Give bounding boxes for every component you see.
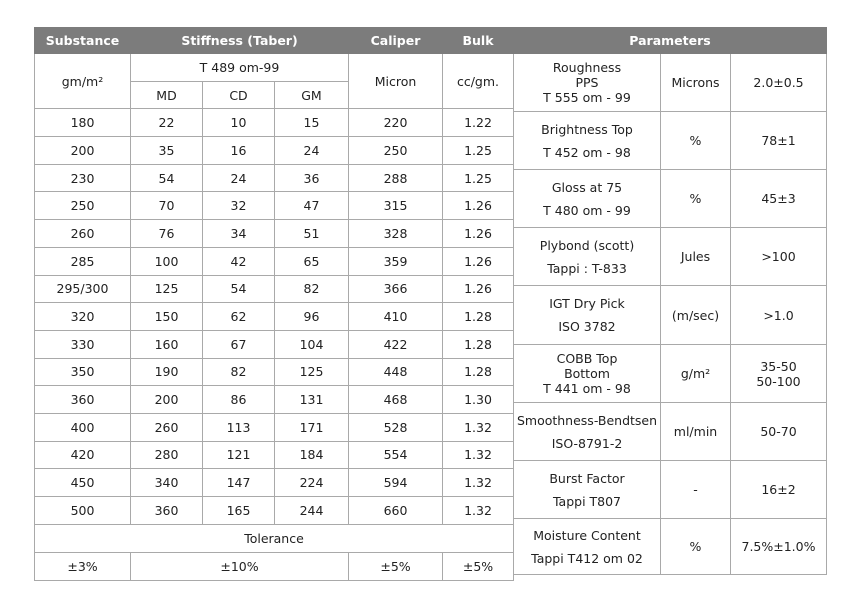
table-cell: 22 — [131, 109, 203, 137]
table-cell: 165 — [203, 497, 275, 525]
table-cell: 320 — [35, 303, 131, 331]
table-row — [35, 413, 514, 441]
parameter-value — [731, 519, 827, 575]
parameter-unit: % — [661, 519, 731, 575]
table-cell: 260 — [131, 413, 203, 441]
parameter-value — [731, 403, 827, 461]
table-cell: 35 — [131, 137, 203, 165]
tolerance-values-row — [35, 552, 514, 580]
parameter-name-line: COBB Top — [556, 351, 618, 366]
parameter-name-line: Plybond (scott) — [539, 237, 635, 253]
parameter-name-line: ISO 3782 — [558, 319, 616, 334]
table-cell: 1.32 — [443, 497, 514, 525]
table-cell: 1.32 — [443, 413, 514, 441]
parameter-unit: g/m² — [661, 345, 731, 403]
table-cell: 244 — [275, 497, 349, 525]
parameter-row — [514, 228, 827, 286]
table-cell: 285 — [35, 247, 131, 275]
table-cell: 16 — [203, 137, 275, 165]
table-cell: 660 — [349, 497, 443, 525]
stiffness-method: T 489 om-99 — [131, 54, 349, 82]
table-cell: 280 — [131, 441, 203, 469]
table-cell: 340 — [131, 469, 203, 497]
spec-sheet — [34, 27, 826, 580]
parameter-name-line: T 441 om - 98 — [543, 381, 631, 396]
header-substance: Substance — [35, 28, 131, 54]
table-cell: 96 — [275, 303, 349, 331]
table-cell: 1.25 — [443, 137, 514, 165]
table-row — [35, 247, 514, 275]
table-cell: 86 — [203, 386, 275, 414]
parameter-value-line: 78±1 — [761, 133, 796, 148]
parameter-value — [731, 112, 827, 170]
table-row — [35, 469, 514, 497]
parameter-name-line: Bottom — [564, 366, 610, 381]
parameter-value-line: 45±3 — [761, 191, 796, 206]
table-cell: 34 — [203, 220, 275, 248]
parameter-name — [514, 345, 661, 403]
parameter-name-line: Tappi T807 — [552, 493, 622, 509]
table-cell: 160 — [131, 330, 203, 358]
table-cell: 448 — [349, 358, 443, 386]
parameter-name-line: T 480 om - 99 — [543, 202, 631, 218]
table-cell: 15 — [275, 109, 349, 137]
table-cell: 359 — [349, 247, 443, 275]
table-cell: 200 — [35, 137, 131, 165]
parameter-name — [514, 461, 661, 519]
table-cell: 131 — [275, 386, 349, 414]
table-cell: 150 — [131, 303, 203, 331]
parameter-row — [514, 345, 827, 403]
table-row — [35, 109, 514, 137]
table-cell: 65 — [275, 247, 349, 275]
tolerance-stiffness: ±10% — [131, 552, 349, 580]
parameter-unit: - — [661, 461, 731, 519]
table-cell: 54 — [131, 164, 203, 192]
table-row — [35, 220, 514, 248]
tolerance-substance: ±3% — [35, 552, 131, 580]
table-cell: 528 — [349, 413, 443, 441]
table-cell: 1.26 — [443, 220, 514, 248]
parameter-value — [731, 170, 827, 228]
table-cell: 125 — [275, 358, 349, 386]
table-row — [35, 275, 514, 303]
table-cell: 121 — [203, 441, 275, 469]
parameter-name-line: IGT Dry Pick — [549, 296, 625, 311]
parameters-table — [513, 27, 827, 575]
parameter-name — [514, 170, 661, 228]
table-cell: 1.26 — [443, 247, 514, 275]
table-cell: 360 — [35, 386, 131, 414]
parameter-value-line: >100 — [761, 249, 796, 264]
table-cell: 125 — [131, 275, 203, 303]
table-cell: 67 — [203, 330, 275, 358]
tolerance-caliper: ±5% — [349, 552, 443, 580]
table-cell: 47 — [275, 192, 349, 220]
parameter-value-line: 50-100 — [756, 373, 801, 389]
parameter-value-line: 50-70 — [760, 424, 797, 439]
table-cell: 1.22 — [443, 109, 514, 137]
table-cell: 500 — [35, 497, 131, 525]
parameter-row — [514, 519, 827, 575]
table-cell: 1.28 — [443, 358, 514, 386]
parameter-unit: Microns — [661, 54, 731, 112]
table-cell: 24 — [203, 164, 275, 192]
parameter-value-line: 16±2 — [761, 482, 796, 497]
table-cell: 24 — [275, 137, 349, 165]
parameter-row — [514, 403, 827, 461]
table-row — [35, 386, 514, 414]
tolerance-label-row — [35, 524, 514, 552]
header-parameters: Parameters — [514, 28, 827, 54]
parameter-value-line: >1.0 — [763, 307, 794, 323]
parameter-row — [514, 54, 827, 112]
table-cell: 200 — [131, 386, 203, 414]
table-row — [35, 358, 514, 386]
parameter-row — [514, 461, 827, 519]
parameter-value-line: 35-50 — [760, 358, 797, 374]
table-cell: 328 — [349, 220, 443, 248]
parameter-value — [731, 54, 827, 112]
parameter-value — [731, 228, 827, 286]
table-cell: 220 — [349, 109, 443, 137]
parameter-unit: ml/min — [661, 403, 731, 461]
parameter-unit: Jules — [661, 228, 731, 286]
table-cell: 113 — [203, 413, 275, 441]
header-caliper: Caliper — [349, 28, 443, 54]
table-cell: 422 — [349, 330, 443, 358]
table-cell: 260 — [35, 220, 131, 248]
table-cell: 42 — [203, 247, 275, 275]
table-row — [35, 303, 514, 331]
parameter-name — [514, 286, 661, 345]
unit-bulk: cc/gm. — [443, 54, 514, 109]
table-row — [35, 164, 514, 192]
table-cell: 1.30 — [443, 386, 514, 414]
parameter-unit: % — [661, 170, 731, 228]
parameter-name — [514, 112, 661, 170]
table-cell: 594 — [349, 469, 443, 497]
table-cell: 250 — [35, 192, 131, 220]
parameter-name-line: Roughness — [552, 60, 622, 75]
table-cell: 190 — [131, 358, 203, 386]
parameter-value — [731, 461, 827, 519]
table-cell: 62 — [203, 303, 275, 331]
header-bulk: Bulk — [443, 28, 514, 54]
unit-substance: gm/m² — [35, 54, 131, 109]
subheader-md: MD — [131, 81, 203, 109]
table-cell: 1.25 — [443, 164, 514, 192]
parameter-name-line: T 555 om - 99 — [543, 90, 631, 105]
unit-caliper: Micron — [349, 54, 443, 109]
parameter-name — [514, 228, 661, 286]
table-cell: 1.28 — [443, 303, 514, 331]
parameter-row — [514, 170, 827, 228]
parameter-value-line: 7.5%±1.0% — [741, 539, 816, 554]
table-cell: 1.32 — [443, 441, 514, 469]
parameter-name-line: Moisture Content — [533, 527, 641, 543]
table-cell: 420 — [35, 441, 131, 469]
table-cell: 76 — [131, 220, 203, 248]
parameter-name-line: PPS — [575, 75, 599, 90]
table-cell: 295/300 — [35, 275, 131, 303]
table-cell: 104 — [275, 330, 349, 358]
parameter-name-line: Gloss at 75 — [551, 179, 623, 195]
table-cell: 450 — [35, 469, 131, 497]
table-cell: 82 — [275, 275, 349, 303]
table-cell: 1.26 — [443, 192, 514, 220]
substance-table — [34, 27, 514, 581]
parameter-row — [514, 286, 827, 345]
table-cell: 400 — [35, 413, 131, 441]
table-cell: 330 — [35, 330, 131, 358]
table-cell: 51 — [275, 220, 349, 248]
parameter-name-line: ISO-8791-2 — [551, 435, 623, 451]
parameter-name — [514, 519, 661, 575]
parameter-name — [514, 54, 661, 112]
table-row — [35, 192, 514, 220]
parameter-name-line: Tappi : T-833 — [547, 260, 627, 276]
parameter-name-line: Smoothness-Bendtsen — [516, 412, 658, 428]
table-cell: 350 — [35, 358, 131, 386]
parameter-name-line: Tappi T412 om 02 — [531, 550, 643, 566]
table-cell: 54 — [203, 275, 275, 303]
table-cell: 288 — [349, 164, 443, 192]
table-cell: 100 — [131, 247, 203, 275]
table-cell: 10 — [203, 109, 275, 137]
parameter-value — [731, 286, 827, 345]
table-cell: 410 — [349, 303, 443, 331]
table-cell: 36 — [275, 164, 349, 192]
table-cell: 70 — [131, 192, 203, 220]
table-cell: 224 — [275, 469, 349, 497]
table-cell: 250 — [349, 137, 443, 165]
subheader-gm: GM — [275, 81, 349, 109]
table-cell: 230 — [35, 164, 131, 192]
table-cell: 360 — [131, 497, 203, 525]
table-cell: 184 — [275, 441, 349, 469]
parameter-name-line: Brightness Top — [541, 121, 633, 137]
table-cell: 315 — [349, 192, 443, 220]
table-cell: 82 — [203, 358, 275, 386]
tolerance-label: Tolerance — [35, 524, 514, 552]
table-cell: 366 — [349, 275, 443, 303]
table-cell: 147 — [203, 469, 275, 497]
table-cell: 171 — [275, 413, 349, 441]
parameter-unit: (m/sec) — [661, 286, 731, 345]
table-cell: 180 — [35, 109, 131, 137]
table-cell: 1.26 — [443, 275, 514, 303]
table-cell: 1.32 — [443, 469, 514, 497]
table-cell: 1.28 — [443, 330, 514, 358]
header-stiffness: Stiffness (Taber) — [131, 28, 349, 54]
table-cell: 554 — [349, 441, 443, 469]
table-row — [35, 441, 514, 469]
table-row — [35, 497, 514, 525]
table-row — [35, 137, 514, 165]
parameter-name — [514, 403, 661, 461]
parameter-unit: % — [661, 112, 731, 170]
parameter-row — [514, 112, 827, 170]
table-cell: 32 — [203, 192, 275, 220]
parameter-name-line: T 452 om - 98 — [543, 144, 631, 160]
parameter-value — [731, 345, 827, 403]
parameter-name-line: Burst Factor — [549, 470, 625, 486]
parameter-value-line: 2.0±0.5 — [753, 75, 804, 90]
subheader-cd: CD — [203, 81, 275, 109]
tolerance-bulk: ±5% — [443, 552, 514, 580]
table-row — [35, 330, 514, 358]
table-cell: 468 — [349, 386, 443, 414]
